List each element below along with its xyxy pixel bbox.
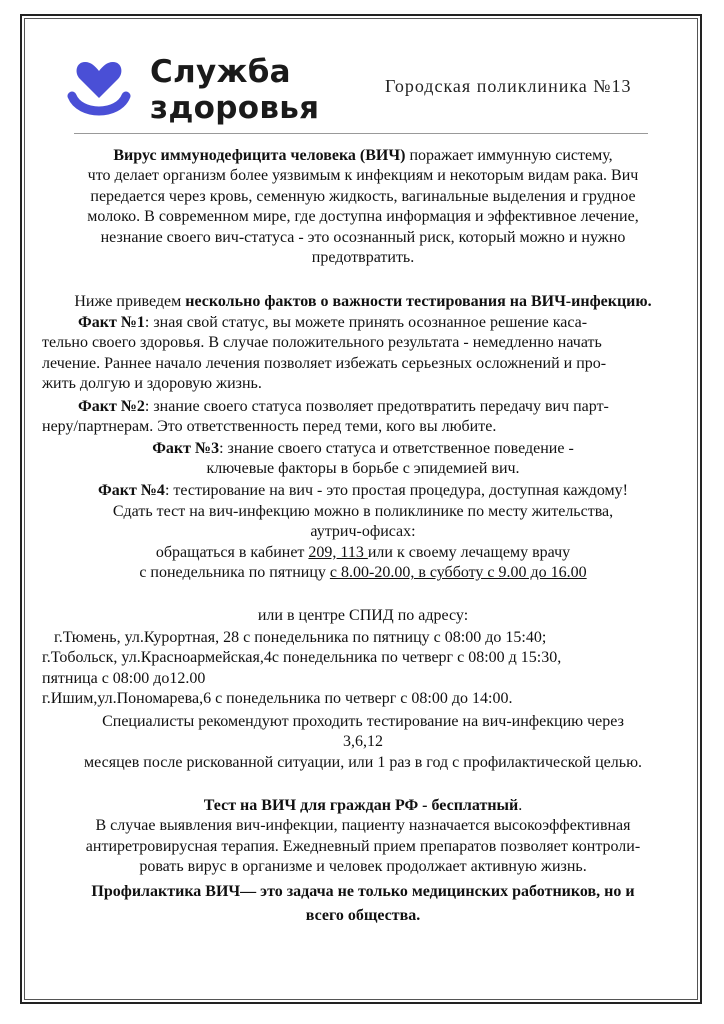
fact-1-line-1: : зная свой статус, вы можете принять осознанное решение каса-	[144, 314, 588, 331]
testing-line-3a: обращаться в кабинет	[155, 543, 309, 561]
fact-1-line-4: жить долгую и здоровую жизнь.	[42, 375, 262, 393]
fact-4-line-1: : тестирование на вич - это простая процедура, доступная каждому!	[164, 482, 628, 499]
aids-center-title: или в центре СПИД по адресу:	[257, 607, 469, 624]
fact-2-line-1: : знание своего статуса позволяет предотвратить передачу вич парт-	[144, 398, 609, 415]
recommend-line-2: 3,6,12	[343, 733, 383, 751]
fact-3-line-1: : знание своего статуса и ответственное поведение -	[219, 440, 574, 457]
testing-line-3c: или к своему лечащему врачу	[367, 543, 571, 561]
fact-2-line-2: неру/партнерам. Это ответственность перед теми, кого вы любите.	[42, 418, 497, 436]
free-line-1: В случае выявления вич-инфекции, пациенту назначается высокоэффективная	[95, 817, 631, 835]
intro-line-4: молоко. В современном мире, где доступна информация и эффективное лечение,	[87, 208, 639, 226]
testing-line-4a: с понедельника по пятницу	[139, 564, 330, 582]
intro-line-6: предотвратить.	[311, 249, 415, 267]
address-tobolsk-friday: пятница с 08:00 до12.00	[42, 669, 206, 687]
fact-1-line-2: тельно своего здоровья. В случае положительного результата - немедленно начать	[42, 334, 602, 352]
free-test-heading: Тест на ВИЧ для граждан РФ - бесплатный	[203, 797, 519, 814]
facts-intro	[42, 292, 684, 312]
intro-line-2: что делает организм более уязвимым к инфекциям и некоторым видам рака. Вич	[87, 167, 639, 185]
free-line-2: антиретровирусная терапия. Ежедневный прием препаратов позволяет контроли-	[85, 837, 641, 855]
header-divider	[74, 133, 648, 134]
address-ishim: г.Ишим,ул.Пономарева,6 с понедельника по четверг с 08:00 до 14:00.	[42, 690, 513, 708]
facts-intro-bold: нескольно фактов о важности тестирования на ВИЧ-инфекцию.	[185, 293, 652, 310]
intro-bold: Вирус иммунодефицита человека (ВИЧ)	[113, 147, 406, 164]
cabinet-numbers: 209, 113	[308, 543, 368, 561]
intro-line-1: поражает иммунную систему,	[405, 147, 613, 164]
fact-3	[42, 439, 684, 480]
fact-3-line-2: ключевые факторы в борьбе с эпидемией вич.	[206, 460, 520, 478]
intro-line-5: незнание своего вич-статуса - это осознанный риск, который можно и нужно	[100, 228, 626, 246]
free-line-3: ровать вирус в организме и человек продолжает активную жизнь.	[139, 858, 587, 876]
testing-line-1: Сдать тест на вич-инфекцию можно в поликлинике по месту жительства,	[112, 503, 614, 520]
fact-2	[42, 397, 684, 438]
fact-3-label: Факт №3	[152, 440, 220, 457]
clinic-name: Городская поликлиника №13	[385, 76, 632, 96]
closing-statement	[42, 880, 684, 928]
free-test-dot: .	[518, 797, 523, 814]
address-tobolsk: г.Тобольск, ул.Красноармейская,4с понедельника по четверг с 08:00 д 15:30,	[42, 649, 562, 667]
fact-1-line-3: лечение. Раннее начало лечения позволяет избежать серьезных осложнений и про-	[42, 354, 607, 372]
heart-smile-icon	[64, 52, 134, 122]
testing-info	[42, 502, 684, 584]
recommend-line-1: Специалисты рекомендуют проходить тестирование на вич-инфекцию через	[102, 713, 624, 730]
closing-line-1: Профилактика ВИЧ— это задача не только медицинских работников, но и	[91, 883, 635, 900]
aids-center-addresses	[42, 628, 684, 710]
fact-1-label: Факт №1	[78, 314, 145, 331]
intro-line-3: передается через кровь, семенную жидкость, вагинальные выделения и грудное	[90, 187, 636, 205]
free-test	[42, 796, 684, 878]
brand-name	[150, 54, 319, 126]
testing-line-2: аутрич-офисах:	[310, 523, 416, 541]
recommendation	[42, 712, 684, 773]
fact-1	[42, 313, 684, 395]
fact-4-label: Факт №4	[98, 482, 165, 499]
closing-line-2: всего общества.	[305, 907, 421, 924]
recommend-line-3: месяцев после рискованной ситуации, или 1 раз в год с профилактической целью.	[83, 753, 643, 771]
address-tyumen: г.Тюмень, ул.Курортная, 28 с понедельника по пятницу с 08:00 до 15:40;	[54, 629, 547, 646]
intro-paragraph	[42, 146, 684, 268]
facts-intro-text: Ниже приведем	[74, 293, 186, 310]
fact-2-label: Факт №2	[78, 398, 145, 415]
brand-line-1: Служба	[150, 54, 291, 90]
testing-hours: с 8.00-20.00, в субботу с 9.00 до 16.00	[329, 564, 587, 582]
fact-4	[42, 481, 684, 501]
brand-line-2: здоровья	[150, 90, 320, 126]
